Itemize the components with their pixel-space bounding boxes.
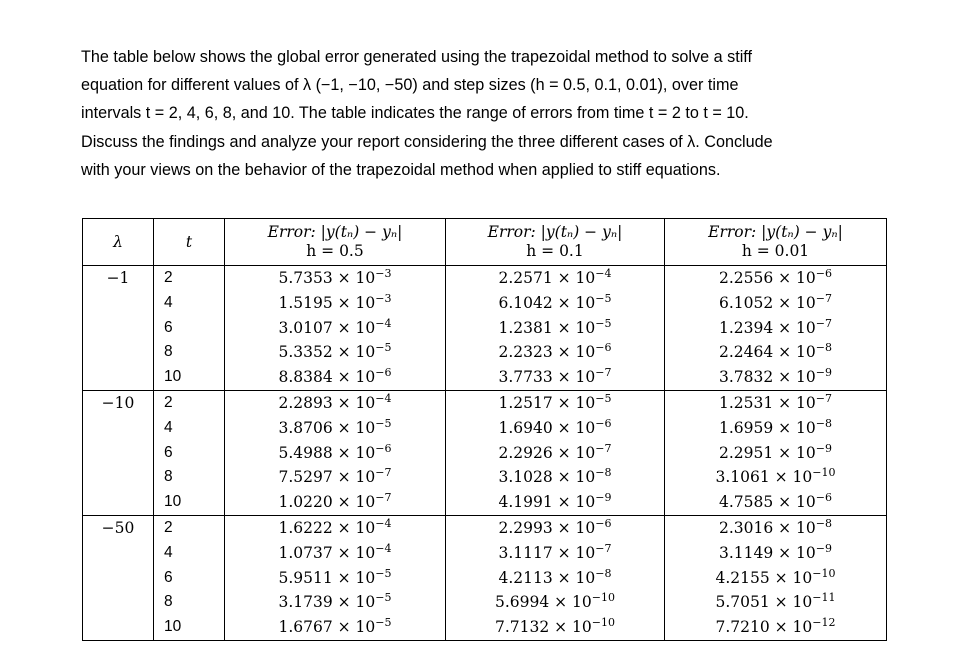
error-value [446, 391, 664, 416]
error-exponent: −5 [595, 291, 612, 305]
error-value [446, 340, 664, 365]
error-exponent: −7 [595, 541, 612, 555]
error-exponent: −6 [595, 341, 612, 355]
error-cell-h05 [225, 515, 446, 640]
error-value [225, 291, 445, 316]
error-exponent: −7 [815, 316, 833, 330]
error-value [446, 590, 664, 615]
t-value: 10 [164, 493, 182, 511]
header-row [83, 219, 887, 266]
t-value: 2 [164, 518, 173, 536]
error-exponent: −7 [375, 466, 392, 480]
table-row [83, 515, 887, 640]
error-exponent: −3 [375, 291, 392, 305]
error-mantissa: 2.2893 × 10 [278, 393, 376, 412]
error-mantissa: 5.7353 × 10 [278, 269, 376, 287]
error-value [225, 590, 445, 615]
error-cell-h001 [665, 390, 887, 515]
error-mantissa: 7.7210 × 10 [715, 618, 813, 637]
error-value [665, 566, 886, 591]
lambda-header: λ [83, 219, 154, 266]
t-header: t [154, 219, 225, 266]
intro-line: equation for different values of λ (−1, −10, −50) and step sizes (h = 0.5, 0.1, 0.01), over time [81, 76, 739, 95]
error-mantissa: 4.1991 × 10 [498, 493, 596, 512]
error-exponent: −7 [595, 441, 612, 455]
error-header-h01 [446, 219, 665, 266]
t-cell [154, 390, 225, 515]
error-exponent: −7 [595, 366, 612, 380]
lambda-value: −1 [106, 269, 130, 287]
error-exponent: −9 [815, 441, 833, 455]
error-exponent: −8 [815, 416, 833, 430]
error-exponent: −4 [595, 267, 612, 280]
error-mantissa: 4.2113 × 10 [498, 568, 596, 587]
error-exponent: −5 [595, 316, 612, 330]
error-value [446, 615, 664, 640]
error-value [225, 340, 445, 365]
error-exponent: −4 [375, 541, 392, 555]
error-exponent: −6 [375, 441, 392, 455]
t-cell [154, 266, 225, 391]
error-exponent: −7 [375, 491, 392, 505]
table-body [83, 266, 887, 641]
error-mantissa: 2.2571 × 10 [498, 269, 596, 287]
error-value [665, 441, 886, 466]
t-value: 2 [164, 269, 173, 286]
error-value [446, 441, 664, 466]
error-exponent: −5 [375, 341, 392, 355]
t-value: 10 [164, 618, 182, 636]
error-mantissa: 3.7733 × 10 [498, 368, 596, 387]
error-value [225, 416, 445, 441]
error-mantissa: 3.1149 × 10 [718, 543, 816, 562]
error-mantissa: 1.6222 × 10 [278, 518, 376, 537]
intro-line: The table below shows the global error generated using the trapezoidal method to solve a stiff [81, 48, 752, 66]
error-value [665, 516, 886, 541]
error-mantissa: 6.1052 × 10 [718, 293, 816, 312]
error-cell-h001 [665, 515, 887, 640]
error-value [225, 566, 445, 591]
error-mantissa: 2.3016 × 10 [718, 518, 816, 537]
error-value [446, 291, 664, 316]
error-mantissa: 1.2531 × 10 [718, 393, 816, 412]
t-value: 4 [164, 543, 173, 561]
error-mantissa: 3.7832 × 10 [718, 368, 816, 387]
error-value [225, 516, 445, 541]
h-label: h = 0.01 [741, 242, 810, 260]
error-value [225, 391, 445, 416]
error-exponent: −5 [375, 566, 392, 580]
error-value [225, 316, 445, 341]
error-value [225, 541, 445, 566]
error-mantissa: 3.1061 × 10 [715, 468, 813, 487]
error-mantissa: 4.2155 × 10 [715, 568, 813, 587]
error-value [665, 590, 886, 615]
error-value [446, 266, 664, 291]
error-exponent: −9 [815, 541, 833, 555]
error-mantissa: 1.5195 × 10 [278, 293, 376, 312]
error-mantissa: 1.6767 × 10 [278, 618, 376, 637]
lambda-cell [83, 390, 154, 515]
error-mantissa: 2.2926 × 10 [498, 443, 596, 462]
error-mantissa: 4.7585 × 10 [718, 493, 816, 512]
error-value [665, 316, 886, 341]
error-mantissa: 3.8706 × 10 [278, 418, 376, 437]
error-mantissa: 1.6940 × 10 [498, 418, 596, 437]
error-value [446, 566, 664, 591]
error-header-h001 [665, 219, 887, 266]
error-exponent: −10 [591, 591, 616, 605]
error-exponent: −8 [595, 566, 612, 580]
error-exponent: −11 [812, 591, 836, 605]
error-mantissa: 2.2556 × 10 [718, 269, 816, 287]
error-table [82, 218, 887, 641]
table-row [83, 266, 887, 391]
error-label: Error: |y(tₙ) − yₙ| [267, 223, 403, 241]
error-label: Error: |y(tₙ) − yₙ| [487, 223, 623, 241]
error-label: Error: |y(tₙ) − yₙ| [708, 223, 843, 241]
error-exponent: −5 [375, 591, 392, 605]
error-exponent: −7 [815, 391, 833, 405]
error-exponent: −6 [595, 516, 612, 530]
t-value: 10 [164, 368, 182, 386]
error-exponent: −10 [812, 466, 836, 480]
error-cell-h01 [446, 390, 665, 515]
error-value [225, 441, 445, 466]
error-value [225, 365, 445, 390]
error-exponent: −7 [815, 291, 833, 305]
error-header-h05 [225, 219, 446, 266]
t-value: 8 [164, 343, 173, 361]
error-exponent: −10 [812, 566, 836, 580]
lambda-cell [83, 266, 154, 391]
t-value: 2 [164, 393, 173, 411]
table-row [83, 390, 887, 515]
error-mantissa: 1.2394 × 10 [718, 318, 816, 337]
error-mantissa: 3.1739 × 10 [278, 593, 376, 612]
h-label: h = 0.5 [306, 242, 364, 260]
error-mantissa: 1.0220 × 10 [278, 493, 376, 512]
error-value [446, 516, 664, 541]
intro-line: with your views on the behavior of the trapezoidal method when applied to stiff equations. [81, 160, 721, 179]
error-value [225, 490, 445, 515]
h-label: h = 0.1 [526, 242, 584, 260]
lambda-value: −50 [101, 518, 135, 537]
error-value [665, 416, 886, 441]
error-mantissa: 5.3352 × 10 [278, 343, 376, 362]
error-value [665, 291, 886, 316]
error-value [665, 365, 886, 390]
error-exponent: −8 [815, 341, 833, 355]
error-exponent: −8 [595, 466, 612, 480]
error-exponent: −6 [815, 267, 833, 280]
error-mantissa: 5.7051 × 10 [715, 593, 813, 612]
error-mantissa: 2.2951 × 10 [718, 443, 816, 462]
error-value [665, 266, 886, 291]
error-value [446, 416, 664, 441]
error-mantissa: 6.1042 × 10 [498, 293, 596, 312]
intro-line: intervals t = 2, 4, 6, 8, and 10. The table indicates the range of errors from time t = 2 to t = 10. [81, 104, 749, 123]
error-mantissa: 7.7132 × 10 [494, 618, 592, 637]
error-mantissa: 5.9511 × 10 [278, 568, 376, 587]
t-value: 8 [164, 593, 173, 611]
error-value [225, 266, 445, 291]
error-cell-h01 [446, 515, 665, 640]
error-mantissa: 3.1028 × 10 [498, 468, 596, 487]
error-value [665, 615, 886, 640]
error-value [225, 615, 445, 640]
error-mantissa: 1.0737 × 10 [278, 543, 376, 562]
error-exponent: −8 [815, 516, 833, 530]
error-exponent: −4 [375, 391, 392, 405]
t-value: 4 [164, 418, 173, 436]
error-mantissa: 8.8384 × 10 [278, 368, 376, 387]
error-exponent: −9 [595, 491, 612, 505]
error-value [665, 340, 886, 365]
error-cell-h05 [225, 390, 446, 515]
lambda-cell [83, 515, 154, 640]
error-cell-h05 [225, 266, 446, 391]
error-mantissa: 2.2464 × 10 [718, 343, 816, 362]
t-value: 6 [164, 318, 173, 336]
error-value [665, 541, 886, 566]
error-exponent: −6 [595, 416, 612, 430]
error-value [225, 465, 445, 490]
t-value: 4 [164, 293, 173, 311]
error-exponent: −4 [375, 316, 392, 330]
error-exponent: −6 [375, 366, 392, 380]
error-exponent: −9 [815, 366, 833, 380]
t-cell [154, 515, 225, 640]
error-exponent: −6 [815, 491, 833, 505]
error-mantissa: 1.6959 × 10 [718, 418, 816, 437]
error-cell-h01 [446, 266, 665, 391]
error-mantissa: 2.2323 × 10 [498, 343, 596, 362]
t-value: 8 [164, 468, 173, 486]
error-exponent: −10 [591, 616, 616, 630]
error-value [446, 541, 664, 566]
error-mantissa: 7.5297 × 10 [278, 468, 376, 487]
t-value: 6 [164, 443, 173, 461]
error-exponent: −4 [375, 516, 392, 530]
intro-line: Discuss the findings and analyze your report considering the three different cases of λ. Conclude [81, 132, 773, 151]
t-value: 6 [164, 568, 173, 586]
error-mantissa: 3.0107 × 10 [278, 318, 376, 337]
error-value [665, 391, 886, 416]
error-exponent: −5 [595, 391, 612, 405]
error-exponent: −12 [812, 616, 836, 630]
error-value [446, 465, 664, 490]
lambda-value: −10 [101, 393, 135, 412]
error-exponent: −5 [375, 616, 392, 630]
error-exponent: −5 [375, 416, 392, 430]
error-exponent: −3 [375, 267, 392, 280]
error-mantissa: 1.2517 × 10 [498, 393, 596, 412]
error-mantissa: 3.1117 × 10 [498, 543, 596, 562]
error-value [665, 490, 886, 515]
error-value [446, 490, 664, 515]
error-value [446, 316, 664, 341]
error-value [446, 365, 664, 390]
error-mantissa: 1.2381 × 10 [498, 318, 596, 337]
error-mantissa: 2.2993 × 10 [498, 518, 596, 537]
intro-paragraph [81, 43, 881, 184]
error-mantissa: 5.6994 × 10 [494, 593, 592, 612]
error-value [665, 465, 886, 490]
error-cell-h001 [665, 266, 887, 391]
error-mantissa: 5.4988 × 10 [278, 443, 376, 462]
